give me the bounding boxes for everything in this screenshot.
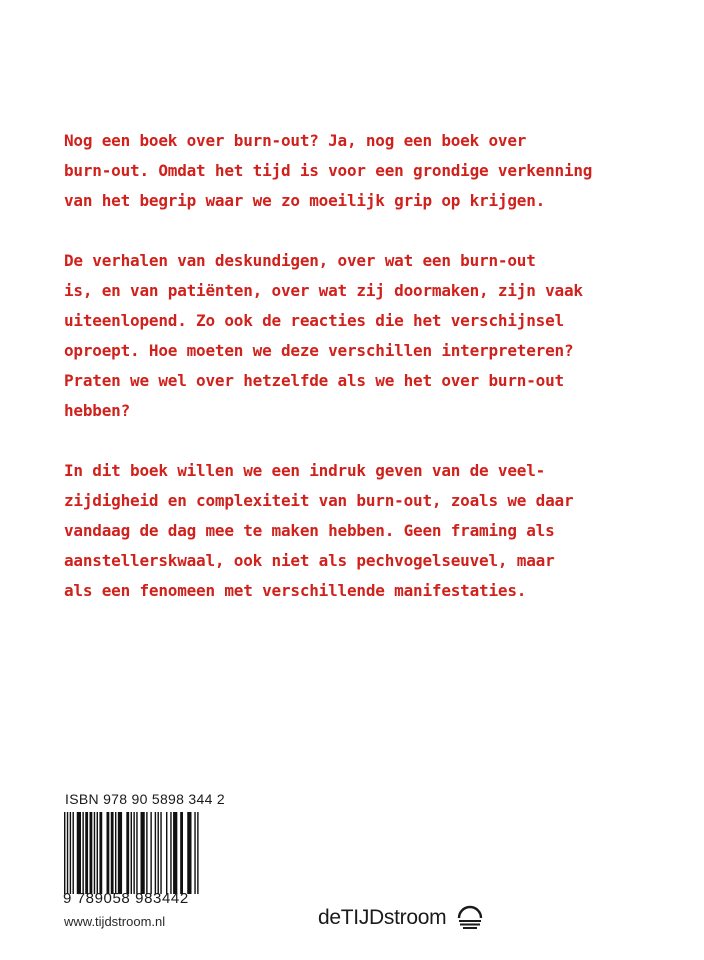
blurb-line: als een fenomeen met verschillende manifestaties. [64, 581, 527, 600]
blurb-line: burn-out. Omdat het tijd is voor een grondige verkenning [64, 161, 593, 180]
tijdstroom-logo-icon [456, 904, 484, 932]
blurb-line: De verhalen van deskundigen, over wat een burn-out [64, 251, 536, 270]
blurb-line: In dit boek willen we een indruk geven van de veel- [64, 461, 546, 480]
barcode-number: 9 789058 983442 [63, 890, 189, 907]
isbn-label: ISBN 978 90 5898 344 2 [65, 791, 225, 807]
blurb-paragraph-3 [64, 456, 664, 606]
blurb-line: van het begrip waar we zo moeilijk grip op krijgen. [64, 191, 546, 210]
blurb-line: aanstellerskwaal, ook niet als pechvogelseuvel, maar [64, 551, 555, 570]
blurb-line: is, en van patiënten, over wat zij doormaken, zijn vaak [64, 281, 583, 300]
blurb-paragraph-1 [64, 126, 664, 216]
blurb-line: vandaag de dag mee te maken hebben. Geen framing als [64, 521, 555, 540]
barcode-icon [64, 812, 200, 894]
blurb-line: uiteenlopend. Zo ook de reacties die het verschijnsel [64, 311, 564, 330]
blurb-line: zijdigheid en complexiteit van burn-out, zoals we daar [64, 491, 574, 510]
blurb-line: Nog een boek over burn-out? Ja, nog een boek over [64, 131, 527, 150]
publisher-brand [318, 903, 484, 933]
back-cover-blurb [64, 126, 664, 636]
publisher-name: deTIJDstroom [318, 906, 447, 929]
blurb-paragraph-2 [64, 246, 664, 426]
blurb-line: hebben? [64, 401, 131, 420]
blurb-line: oproept. Hoe moeten we deze verschillen interpreteren? [64, 341, 574, 360]
blurb-line: Praten we wel over hetzelfde als we het over burn-out [64, 371, 564, 390]
publisher-website: www.tijdstroom.nl [64, 914, 166, 929]
